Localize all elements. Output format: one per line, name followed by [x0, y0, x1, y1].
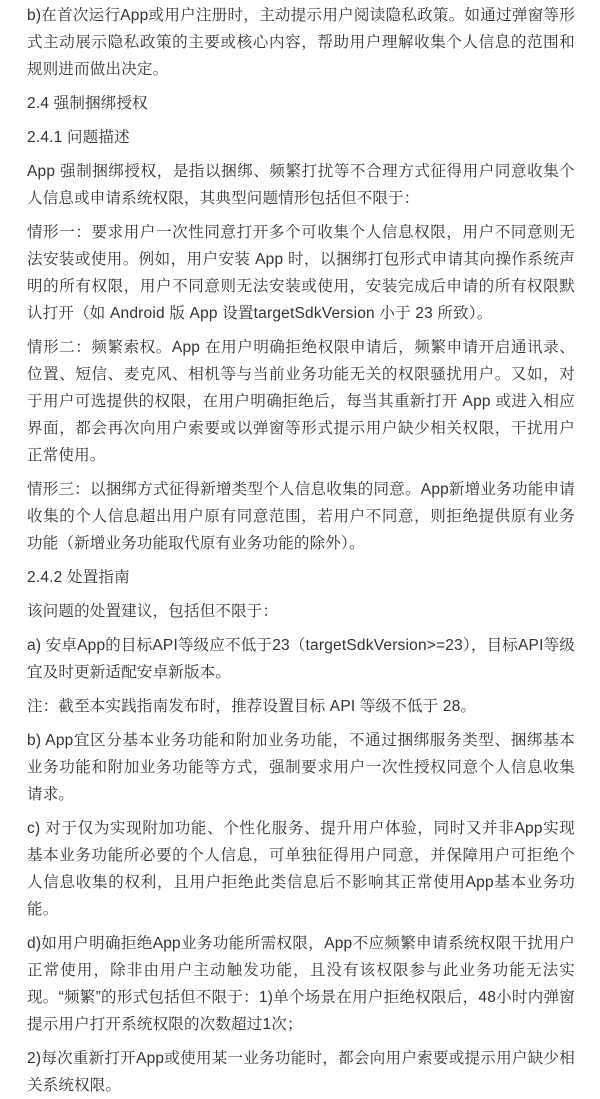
guidance-intro: 该问题的处置建议，包括但不限于： — [27, 603, 279, 620]
guidance-note: 注：截至本实践指南发布时，推荐设置目标 API 等级不低于 28。 — [27, 698, 477, 715]
clause-b-privacy-policy-prompt: b)在首次运行App或用户注册时，主动提示用户阅读隐私政策。如通过弹窗等形式主动展示隐私政策的主要或核心内容，帮助用户理解收集个人信息的范围和规则进而做出决定。 — [27, 7, 575, 78]
guidance-b: b) App宜区分基本业务功能和附加业务功能，不通过捆绑服务类型、捆绑基本业务功能和附加业务功能等方式，强制要求用户一次性授权同意个人信息收集请求。 — [27, 732, 575, 803]
heading-2-4: 2.4 强制捆绑授权 — [27, 95, 148, 112]
guidance-c: c) 对于仅为实现附加功能、个性化服务、提升用户体验，同时又并非App实现基本业务功能所必要的个人信息，可单独征得用户同意，并保障用户可拒绝个人信息收集的权利，且用户拒绝此类信息后不影响其正常使用App基本业务功能。 — [27, 820, 575, 918]
heading-2-4-1: 2.4.1 问题描述 — [27, 129, 130, 146]
problem-description-intro: App 强制捆绑授权，是指以捆绑、频繁打扰等不合理方式征得用户同意收集个人信息或申请系统权限，其典型问题情形包括但不限于： — [27, 163, 575, 207]
scenario-3: 情形三：以捆绑方式征得新增类型个人信息收集的同意。App新增业务功能申请收集的个人信息超出用户原有同意范围，若用户不同意，则拒绝提供原有业务功能（新增业务功能取代原有业务功能的除外）。 — [27, 481, 575, 552]
scenario-2: 情形二：频繁索权。App 在用户明确拒绝权限申请后，频繁申请开启通讯录、位置、短信、麦克风、相机等与当前业务功能无关的权限骚扰用户。又如，对于用户可选提供的权限，在用户明确拒绝后，每当其重新打开 App 或进入相应界面，都会再次向用户索要或以弹窗等形式提示用户缺少相关权限，干扰用户正常使用。 — [27, 339, 575, 464]
guidance-d-item-2: 2)每次重新打开App或使用某一业务功能时，都会向用户索要或提示用户缺少相关系统权限。 — [27, 1050, 575, 1094]
guidance-a: a) 安卓App的目标API等级应不低于23（targetSdkVersion>=23），目标API等级宜及时更新适配安卓新版本。 — [27, 637, 575, 681]
guidance-d-item-1: d)如用户明确拒绝App业务功能所需权限，App不应频繁申请系统权限干扰用户正常使用，除非由用户主动触发功能，且没有该权限参与此业务功能无法实现。“频繁”的形式包括但不限于：1)单个场景在用户拒绝权限后，48小时内弹窗提示用户打开系统权限的次数超过1次； — [27, 935, 575, 1033]
heading-2-4-2: 2.4.2 处置指南 — [27, 569, 130, 586]
scenario-1: 情形一：要求用户一次性同意打开多个可收集个人信息权限，用户不同意则无法安装或使用。例如，用户安装 App 时，以捆绑打包形式申请其向操作系统声明的所有权限，用户不同意则无法安装或使用，安装完成后申请的所有权限默认打开（如 Android 版 App 设置targetSdkVersion 小于 23 所致）。 — [27, 224, 575, 322]
